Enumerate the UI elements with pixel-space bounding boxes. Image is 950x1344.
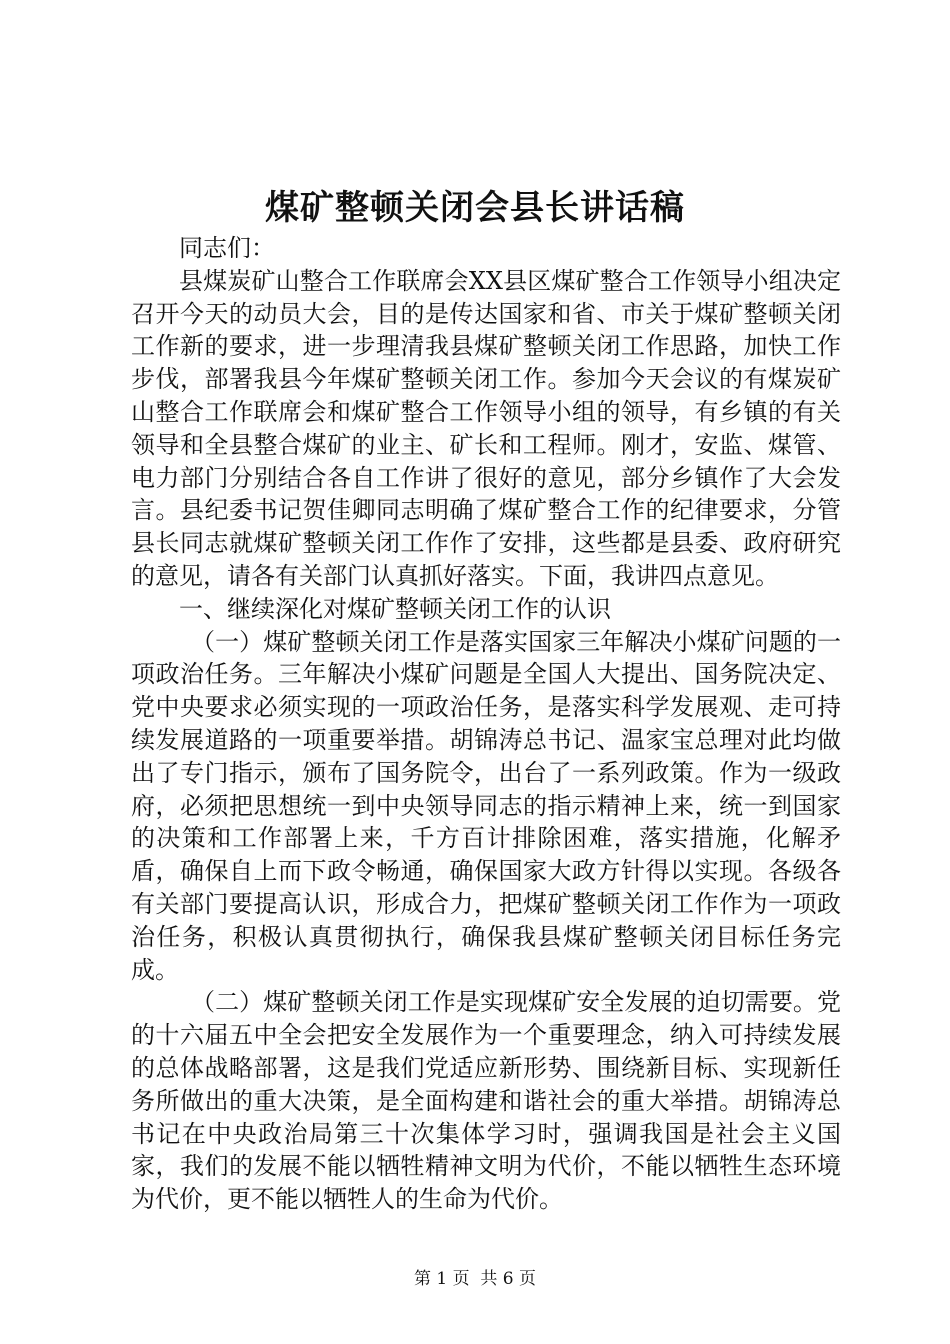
page-footer: [0, 1267, 950, 1291]
opening-paragraph: 县煤炭矿山整合工作联席会XX县区煤矿整合工作领导小组决定召开今天的动员大会，目的是传达国家和省、市关于煤矿整顿关闭工作新的要求，进一步理清我县煤矿整顿关闭工作思路，加快工作步伐，部署我县今年煤矿整顿关闭工作。参加今天会议的有煤炭矿山整合工作联席会和煤矿整合工作领导小组的领导，有乡镇的有关领导和全县整合煤矿的业主、矿长和工程师。刚才，安监、煤管、电力部门分别结合各自工作讲了很好的意见，部分乡镇作了大会发言。县纪委书记贺佳卿同志明确了煤矿整合工作的纪律要求，分管县长同志就煤矿整顿关闭工作作了安排，这些都是县委、政府研究的意见，请各有关部门认真抓好落实。下面，我讲四点意见。: [131, 266, 841, 590]
page-number: 第 1 页 共 6 页: [413, 1269, 537, 1289]
document-title: 煤矿整顿关闭会县长讲话稿: [265, 188, 685, 228]
salutation: 同志们：: [179, 234, 275, 262]
subsection-paragraph-1: （一）煤矿整顿关闭工作是落实国家三年解决小煤矿问题的一项政治任务。三年解决小煤矿问题是全国人大提出、国务院决定、党中央要求必须实现的一项政治任务，是落实科学发展观、走可持续发展道路的一项重要举措。胡锦涛总书记、温家宝总理对此均做出了专门指示，颁布了国务院令，出台了一系列政策。作为一级政府，必须把思想统一到中央领导同志的指示精神上来，统一到国家的决策和工作部署上来，千方百计排除困难，落实措施，化解矛盾，确保自上而下政令畅通，确保国家大政方针得以实现。各级各有关部门要提高认识，形成合力，把煤矿整顿关闭工作作为一项政治任务，积极认真贯彻执行，确保我县煤矿整顿关闭目标任务完成。: [131, 627, 841, 984]
section-heading: 一、继续深化对煤矿整顿关闭工作的认识: [179, 594, 611, 623]
subsection-paragraph-2: （二）煤矿整顿关闭工作是实现煤矿安全发展的迫切需要。党的十六届五中全会把安全发展作为一个重要理念，纳入可持续发展的总体战略部署，这是我们党适应新形势、围绕新目标、实现新任务所做出的重大决策，是全面构建和谐社会的重大举措。胡锦涛总书记在中央政治局第三十次集体学习时，强调我国是社会主义国家，我们的发展不能以牺牲精神文明为代价，不能以牺牲生态环境为代价，更不能以牺牲人的生命为代价。: [131, 988, 841, 1214]
document-body: [131, 232, 841, 1216]
